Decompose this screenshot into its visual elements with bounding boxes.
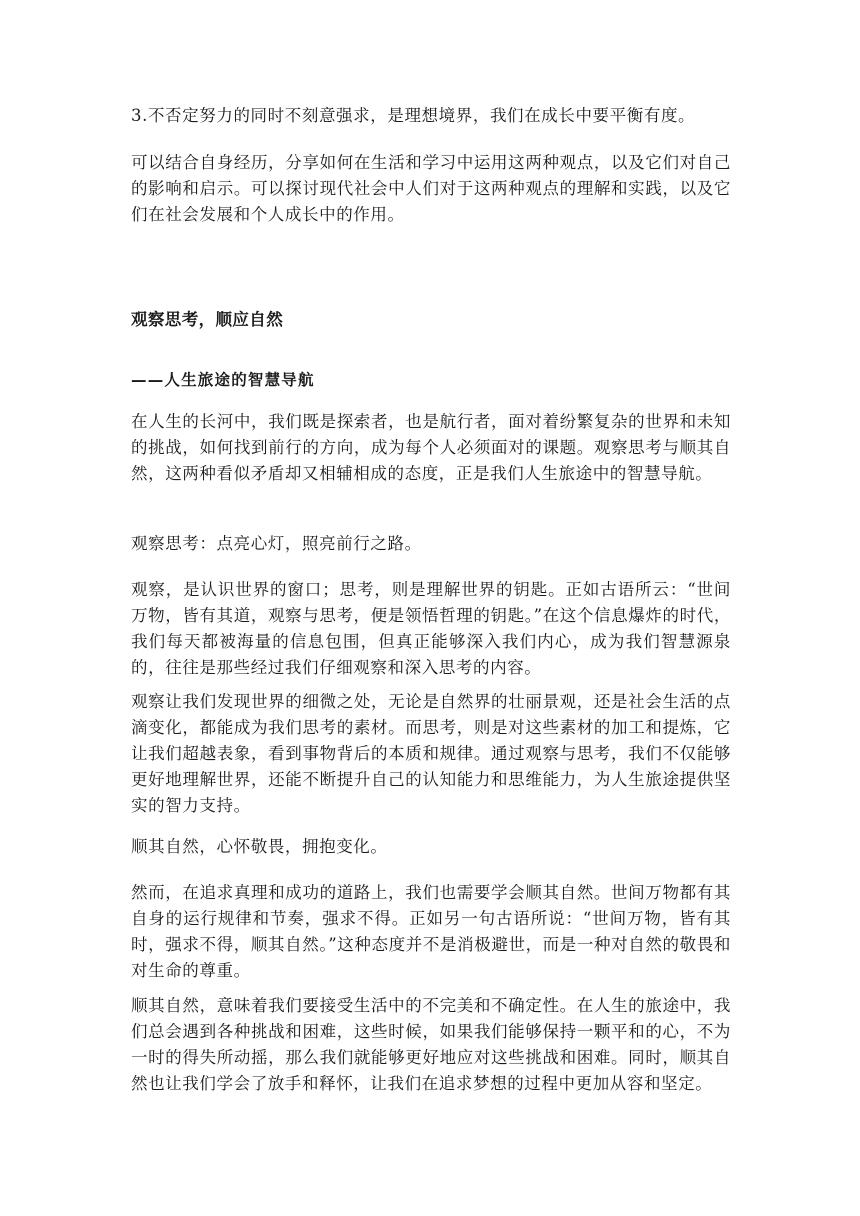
paragraph-intro: 在人生的长河中，我们既是探索者，也是航行者，面对着纷繁复杂的世界和未知的挑战，如何找到前行的方向，成为每个人必须面对的课题。观察思考与顺其自然，这两种看似矛盾却又相辅相成的态度，正是我们人生旅途中的智慧导航。 [131, 412, 731, 483]
paragraph-reflection-prompt: 可以结合自身经历，分享如何在生活和学习中运用这两种观点，以及它们对自己的影响和启示。可以探讨现代社会中人们对于这两种观点的理解和实践，以及它们在社会发展和个人成长中的作用。 [131, 153, 731, 224]
article-title: 观察思考，顺应自然 [131, 310, 284, 329]
article-subtitle: ——人生旅途的智慧导航 [131, 371, 315, 389]
paragraph-observe-think-1: 观察，是认识世界的窗口；思考，则是理解世界的钥匙。正如古语所云：“世间万物，皆有其道，观察与思考，便是领悟哲理的钥匙。”在这个信息爆炸的时代，我们每天都被海量的信息包围，但真正能够深入我们内心，成为我们智慧源泉的，往往是那些经过我们仔细观察和深入思考的内容。 [131, 580, 731, 677]
paragraph-follow-nature-2: 顺其自然，意味着我们要接受生活中的不完美和不确定性。在人生的旅途中，我们总会遇到各种挑战和困难，这些时候，如果我们能够保持一颗平和的心，不为一时的得失所动摇，那么我们就能够更好地应对这些挑战和困难。同时，顺其自然也让我们学会了放手和释怀，让我们在追求梦想的过程中更加从容和坚定。 [131, 996, 731, 1093]
section-heading-follow-nature: 顺其自然，心怀敬畏，拥抱变化。 [131, 837, 388, 856]
paragraph-point-3: 3.不否定努力的同时不刻意强求，是理想境界，我们在成长中要平衡有度。 [131, 106, 696, 125]
paragraph-follow-nature-1: 然而，在追求真理和成功的道路上，我们也需要学会顺其自然。世间万物都有其自身的运行规律和节奏，强求不得。正如另一句古语所说：“世间万物，皆有其时，强求不得，顺其自然。”这种态度并不是消极避世，而是一种对自然的敬畏和对生命的尊重。 [131, 883, 731, 980]
section-heading-observe-think: 观察思考：点亮心灯，照亮前行之路。 [131, 534, 422, 553]
paragraph-observe-think-2: 观察让我们发现世界的细微之处，无论是自然界的壮丽景观，还是社会生活的点滴变化，都能成为我们思考的素材。而思考，则是对这些素材的加工和提炼，它让我们超越表象，看到事物背后的本质和规律。通过观察与思考，我们不仅能够更好地理解世界，还能不断提升自己的认知能力和思维能力，为人生旅途提供坚实的智力支持。 [131, 692, 731, 815]
